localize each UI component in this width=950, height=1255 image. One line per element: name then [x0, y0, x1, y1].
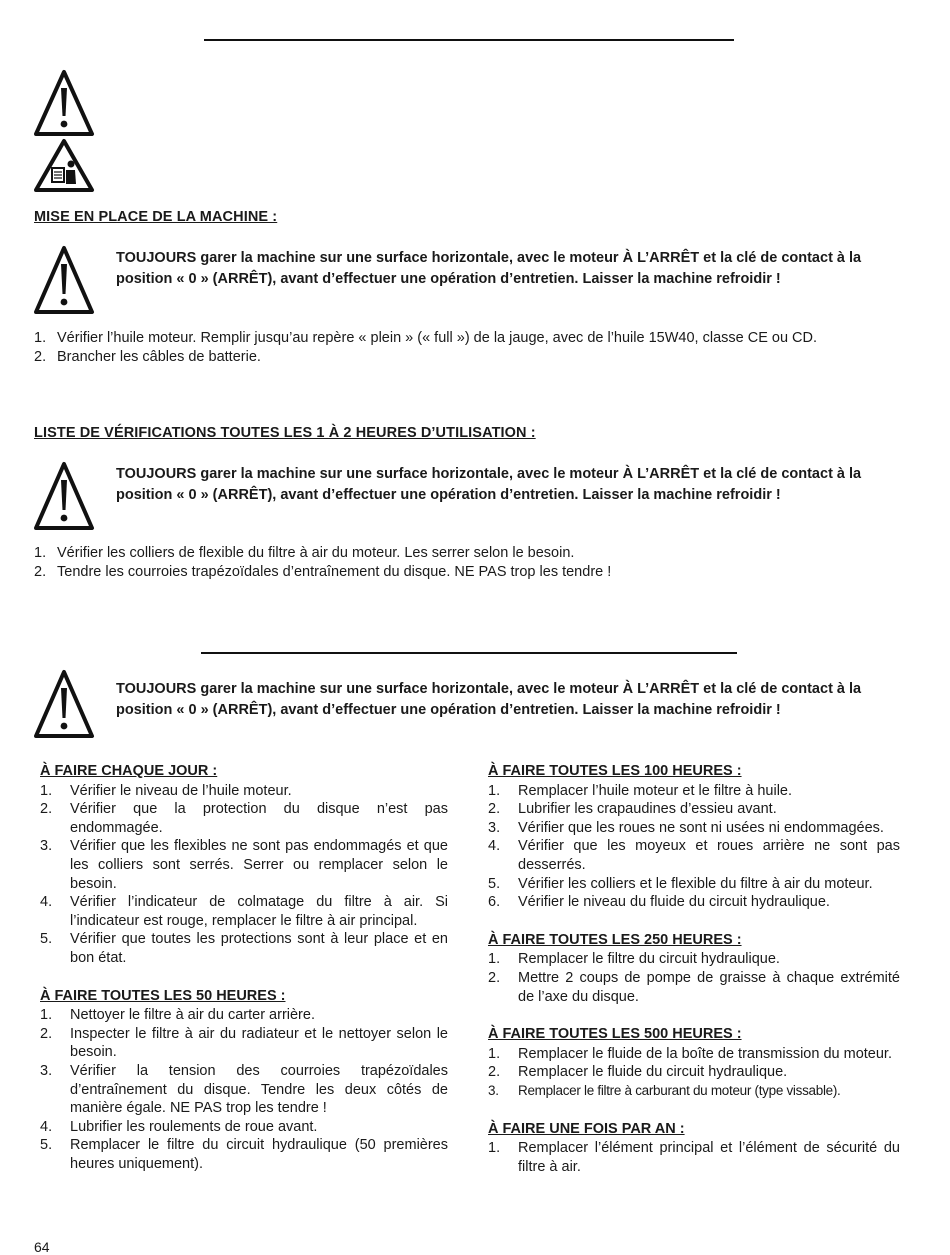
setup-heading: MISE EN PLACE DE LA MACHINE : [34, 209, 278, 225]
schedule-title: À FAIRE CHAQUE JOUR : [40, 763, 218, 779]
list-item [34, 1062, 448, 1118]
warning-triangle-icon [33, 244, 95, 316]
schedule-list [482, 950, 900, 1006]
item-text: Vérifier que les roues ne sont ni usées ni endommagées. [518, 819, 884, 836]
list-item [482, 875, 900, 894]
schedule-list [482, 1139, 900, 1176]
list-item [34, 1118, 448, 1137]
item-text: Nettoyer le filtre à air du carter arrière. [70, 1007, 315, 1024]
list-item [482, 1139, 900, 1176]
schedule-title: À FAIRE UNE FOIS PAR AN : [488, 1120, 685, 1137]
list-item [482, 893, 900, 912]
item-number: 5. [40, 1137, 53, 1154]
item-number: 6. [488, 894, 501, 911]
item-text: Remplacer l’huile moteur et le filtre à huile. [518, 782, 793, 799]
maintenance-left-column [34, 762, 448, 1173]
list-item [34, 329, 894, 348]
list-item [34, 800, 448, 837]
item-text: Vérifier que toutes les protections sont à leur place et en bon état. [70, 931, 448, 966]
item-text: Remplacer le filtre à carburant du moteur (type vissable). [518, 1082, 841, 1098]
item-text: Vérifier le niveau du fluide du circuit hydraulique. [518, 894, 830, 911]
item-number: 2. [34, 564, 47, 580]
item-text: Lubrifier les crapaudines d’essieu avant. [518, 801, 777, 818]
list-item [482, 950, 900, 969]
item-number: 2. [40, 801, 53, 818]
item-number: 1. [488, 782, 501, 799]
item-number: 4. [488, 838, 501, 855]
item-text: Vérifier que les moyeux et roues arrière ne sont pas desserrés. [518, 838, 900, 873]
item-text: Remplacer le fluide de la boîte de transmission du moteur. [518, 1045, 892, 1062]
item-text: Remplacer l’élément principal et l’élément de sécurité du filtre à air. [518, 1140, 900, 1175]
item-text: Remplacer le filtre du circuit hydraulique. [518, 951, 780, 968]
schedule-title: À FAIRE TOUTES LES 100 HEURES : [488, 763, 742, 779]
list-item [482, 1063, 900, 1082]
item-number: 3. [488, 819, 501, 836]
item-number: 1. [488, 951, 501, 968]
item-text: Vérifier les colliers de flexible du filtre à air du moteur. Les serrer selon le besoin. [57, 545, 575, 561]
warning-triangle-icon [33, 460, 95, 532]
item-text: Vérifier les colliers et le flexible du filtre à air du moteur. [518, 875, 873, 892]
list-item [482, 1082, 900, 1101]
list-item [34, 930, 448, 967]
item-number: 3. [40, 838, 53, 855]
item-number: 1. [488, 1045, 501, 1062]
list-item [34, 1136, 448, 1173]
page-number: 64 [34, 1239, 50, 1255]
warning-triangle-icon [33, 668, 95, 740]
top-rule [204, 39, 734, 41]
item-number: 1. [488, 1140, 501, 1157]
list-item [34, 782, 448, 801]
item-text: Mettre 2 coups de pompe de graisse à chaque extrémité de l’axe du disque. [518, 969, 900, 1005]
maintenance-right-column [482, 762, 900, 1176]
list-item [482, 1045, 900, 1064]
list-item [482, 969, 900, 1006]
list-item [482, 800, 900, 819]
list-item [34, 837, 448, 893]
schedule-title: À FAIRE TOUTES LES 50 HEURES : [40, 987, 286, 1004]
checklist-warning-text: TOUJOURS garer la machine sur une surface horizontale, avec le moteur À L’ARRÊT et la clé de contact à la position « 0 » (ARRÊT), avant d’effectuer une opération d’entretien. Laisser la machine refroidir ! [116, 466, 862, 503]
read-manual-icon [33, 138, 95, 194]
item-text: Tendre les courroies trapézoïdales d’entraînement du disque. NE PAS trop les tendre ! [57, 564, 612, 580]
setup-list [34, 329, 894, 367]
item-number: 5. [488, 875, 501, 892]
item-number: 3. [40, 1062, 53, 1079]
list-item [34, 544, 894, 563]
item-text: Inspecter le filtre à air du radiateur et le nettoyer selon le besoin. [70, 1025, 448, 1061]
list-item [34, 893, 448, 930]
item-text: Remplacer le fluide du circuit hydraulique. [518, 1064, 788, 1081]
schedule-list [34, 782, 448, 968]
item-number: 1. [34, 330, 47, 346]
item-number: 2. [34, 349, 47, 365]
item-number: 2. [488, 969, 501, 986]
schedule-list [482, 782, 900, 912]
warning-triangle-icon [33, 68, 95, 138]
item-number: 1. [34, 545, 47, 561]
item-text: Vérifier le niveau de l’huile moteur. [70, 782, 292, 799]
setup-warning-text: TOUJOURS garer la machine sur une surface horizontale, avec le moteur À L’ARRÊT et la clé de contact à la position « 0 » (ARRÊT), avant d’effectuer une opération d’entretien. Laisser la machine refroidir ! [116, 250, 862, 287]
schedule-title: À FAIRE TOUTES LES 250 HEURES : [488, 931, 742, 948]
schedule-title: À FAIRE TOUTES LES 500 HEURES : [488, 1026, 742, 1043]
maintenance-warning-text: TOUJOURS garer la machine sur une surface horizontale, avec le moteur À L’ARRÊT et la clé de contact à la position « 0 » (ARRÊT), avant d’effectuer une opération d’entretien. Laisser la machine refroidir ! [116, 681, 862, 718]
item-text: Vérifier l’indicateur de colmatage du filtre à air. Si l’indicateur est rouge, remplacer le filtre à air principal. [70, 894, 448, 929]
checklist-heading: LISTE DE VÉRIFICATIONS TOUTES LES 1 À 2 HEURES D’UTILISATION : [34, 425, 536, 441]
item-number: 5. [40, 931, 53, 948]
list-item [34, 348, 894, 367]
list-item [34, 1006, 448, 1025]
item-number: 4. [40, 894, 53, 911]
item-number: 4. [40, 1118, 53, 1135]
item-number: 3. [488, 1082, 499, 1098]
checklist-list [34, 544, 894, 582]
item-number: 2. [488, 1064, 501, 1081]
item-text: Brancher les câbles de batterie. [57, 349, 261, 365]
list-item [482, 782, 900, 801]
item-text: Vérifier l’huile moteur. Remplir jusqu’au repère « plein » (« full ») de la jauge, avec de l’huile 15W40, classe CE ou CD. [57, 330, 818, 346]
item-text: Vérifier la tension des courroies trapézoïdales d’entraînement du disque. Tendre les deux côtés de manière égale. NE PAS trop les tendre ! [70, 1062, 448, 1117]
middle-rule [201, 652, 737, 654]
item-text: Lubrifier les roulements de roue avant. [70, 1118, 318, 1135]
list-item [34, 563, 894, 582]
item-text: Vérifier que la protection du disque n’est pas endommagée. [70, 801, 448, 836]
item-text: Vérifier que les flexibles ne sont pas endommagés et que les colliers sont serrés. Serrer ou remplacer selon le besoin. [70, 838, 448, 892]
schedule-list [482, 1045, 900, 1101]
item-number: 1. [40, 782, 53, 799]
list-item [34, 1025, 448, 1062]
item-number: 2. [488, 801, 501, 818]
item-text: Remplacer le filtre du circuit hydraulique (50 premières heures uniquement). [70, 1137, 448, 1172]
item-number: 1. [40, 1007, 53, 1024]
item-number: 2. [40, 1025, 53, 1042]
schedule-list [34, 1006, 448, 1173]
list-item [482, 819, 900, 838]
list-item [482, 837, 900, 874]
